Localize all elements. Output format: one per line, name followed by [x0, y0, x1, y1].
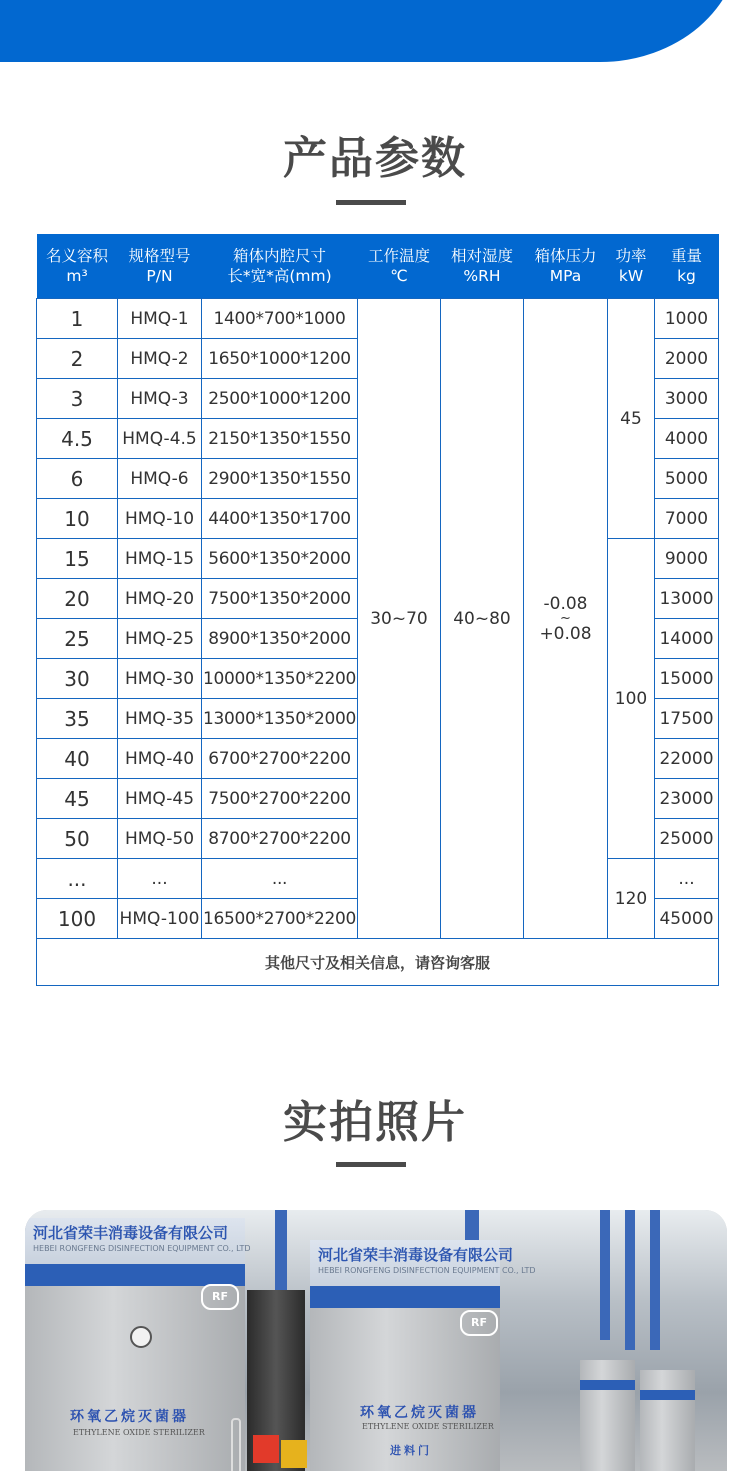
cell-weight: 5000: [655, 459, 719, 499]
blue-stripe: [25, 1264, 245, 1286]
cell-model: ...: [118, 859, 202, 899]
cell-weight: 3000: [655, 379, 719, 419]
cell-model: HMQ-15: [118, 539, 202, 579]
cell-dimensions: 13000*1350*2000: [202, 699, 358, 739]
cell-dimensions: 6700*2700*2200: [202, 739, 358, 779]
cell-model: HMQ-10: [118, 499, 202, 539]
cell-model: HMQ-30: [118, 659, 202, 699]
cell-dimensions: 16500*2700*2200: [202, 899, 358, 939]
cell-dimensions: 2150*1350*1550: [202, 419, 358, 459]
cell-weight: 13000: [655, 579, 719, 619]
cell-model: HMQ-45: [118, 779, 202, 819]
warning-sticker: [253, 1435, 279, 1463]
cell-model: HMQ-20: [118, 579, 202, 619]
header-dimensions: 箱体内腔尺寸 长*宽*高(mm): [202, 234, 358, 299]
cell-volume: 1: [37, 299, 118, 339]
product-photo: [25, 1210, 727, 1471]
cell-weight: 15000: [655, 659, 719, 699]
nameplate: 河北省荣丰消毒设备有限公司 HEBEI RONGFENG DISINFECTION EQUIPMENT CO., LTD: [310, 1240, 500, 1286]
cell-weight: 17500: [655, 699, 719, 739]
cell-model: HMQ-1: [118, 299, 202, 339]
cell-weight: 4000: [655, 419, 719, 459]
sterilizer-cabinet-far: [640, 1370, 695, 1471]
cell-weight: ...: [655, 859, 719, 899]
table-row: [37, 299, 719, 339]
cell-model: HMQ-40: [118, 739, 202, 779]
cell-volume: 20: [37, 579, 118, 619]
cell-weight: 14000: [655, 619, 719, 659]
cell-volume: 45: [37, 779, 118, 819]
cell-dimensions: 7500*2700*2200: [202, 779, 358, 819]
cell-power-120: 120: [608, 859, 655, 939]
nameplate: 河北省荣丰消毒设备有限公司 HEBEI RONGFENG DISINFECTION EQUIPMENT CO., LTD: [25, 1218, 245, 1264]
cell-weight: 23000: [655, 779, 719, 819]
cell-pressure: -0.08 ~ +0.08: [524, 299, 608, 939]
spec-table: [36, 234, 719, 986]
cell-weight: 22000: [655, 739, 719, 779]
cell-model: HMQ-2: [118, 339, 202, 379]
section-title-params: 产品参数: [283, 133, 467, 184]
cell-power-45: 45: [608, 299, 655, 539]
cell-volume: 15: [37, 539, 118, 579]
cell-dimensions: 2500*1000*1200: [202, 379, 358, 419]
header-volume: 名义容积 m³: [37, 234, 118, 299]
sterilizer-cabinet-left: [25, 1218, 251, 1471]
cell-volume: 40: [37, 739, 118, 779]
cell-volume: 10: [37, 499, 118, 539]
cell-dimensions: 2900*1350*1550: [202, 459, 358, 499]
sterilizer-cabinet-far: [580, 1360, 635, 1471]
cell-volume: 100: [37, 899, 118, 939]
header-weight: 重量 kg: [655, 234, 719, 299]
cell-volume: 3: [37, 379, 118, 419]
footer-note: 其他尺寸及相关信息，请咨询客服: [37, 939, 719, 986]
cell-dimensions: 10000*1350*2200: [202, 659, 358, 699]
cell-dimensions: 4400*1350*1700: [202, 499, 358, 539]
product-label-cn: 环氧乙烷灭菌器: [70, 1409, 189, 1425]
cell-humidity: 40~80: [441, 299, 524, 939]
rf-logo: RF: [201, 1284, 239, 1310]
cell-dimensions: 1650*1000*1200: [202, 339, 358, 379]
header-temperature: 工作温度 ℃: [358, 234, 441, 299]
blue-pipe: [650, 1210, 660, 1350]
cell-weight: 2000: [655, 339, 719, 379]
cell-volume: 4.5: [37, 419, 118, 459]
cell-dimensions: 8900*1350*2000: [202, 619, 358, 659]
product-label-cn: 环氧乙烷灭菌器: [360, 1405, 479, 1421]
cell-weight: 1000: [655, 299, 719, 339]
cell-weight: 45000: [655, 899, 719, 939]
warning-sticker: [281, 1440, 307, 1468]
cell-volume: 2: [37, 339, 118, 379]
header-power: 功率 kW: [608, 234, 655, 299]
cell-dimensions: 8700*2700*2200: [202, 819, 358, 859]
door-label-cn: 进料门: [390, 1444, 432, 1457]
blue-stripe: [640, 1390, 695, 1400]
cell-volume: 25: [37, 619, 118, 659]
cell-model: HMQ-4.5: [118, 419, 202, 459]
cell-model: HMQ-25: [118, 619, 202, 659]
header-model: 规格型号 P/N: [118, 234, 202, 299]
cell-model: HMQ-100: [118, 899, 202, 939]
product-label-en: ETHYLENE OXIDE STERILIZER: [73, 1428, 205, 1437]
blue-stripe: [310, 1286, 500, 1308]
cell-model: HMQ-50: [118, 819, 202, 859]
title-underline: [336, 200, 406, 205]
cell-weight: 9000: [655, 539, 719, 579]
rf-logo: RF: [460, 1310, 498, 1336]
cell-weight: 7000: [655, 499, 719, 539]
title-underline: [336, 1162, 406, 1167]
cell-power-100: 100: [608, 539, 655, 859]
door-handle: [231, 1418, 241, 1471]
table-header-row: [37, 234, 719, 299]
cell-model: HMQ-6: [118, 459, 202, 499]
cell-dimensions: ...: [202, 859, 358, 899]
cell-dimensions: 5600*1350*2000: [202, 539, 358, 579]
blue-pipe: [600, 1210, 610, 1340]
banner-shape: [0, 0, 740, 62]
header-pressure: 箱体压力 MPa: [524, 234, 608, 299]
cell-model: HMQ-3: [118, 379, 202, 419]
table-footer-row: [37, 939, 719, 986]
blue-pipe: [275, 1210, 287, 1300]
product-label-en: ETHYLENE OXIDE STERILIZER: [362, 1422, 494, 1431]
cell-dimensions: 1400*700*1000: [202, 299, 358, 339]
top-banner: [0, 0, 750, 62]
section-title-photos: 实拍照片: [283, 1097, 467, 1148]
cell-volume: 50: [37, 819, 118, 859]
cell-model: HMQ-35: [118, 699, 202, 739]
pressure-gauge-icon: [130, 1326, 152, 1348]
cell-dimensions: 7500*1350*2000: [202, 579, 358, 619]
cell-temperature: 30~70: [358, 299, 441, 939]
blue-stripe: [580, 1380, 635, 1390]
cell-volume: 30: [37, 659, 118, 699]
blue-pipe: [625, 1210, 635, 1350]
sterilizer-cabinet-center: [310, 1240, 536, 1471]
cell-weight: 25000: [655, 819, 719, 859]
cell-volume: ...: [37, 859, 118, 899]
header-humidity: 相对湿度 %RH: [441, 234, 524, 299]
cell-volume: 6: [37, 459, 118, 499]
cell-volume: 35: [37, 699, 118, 739]
